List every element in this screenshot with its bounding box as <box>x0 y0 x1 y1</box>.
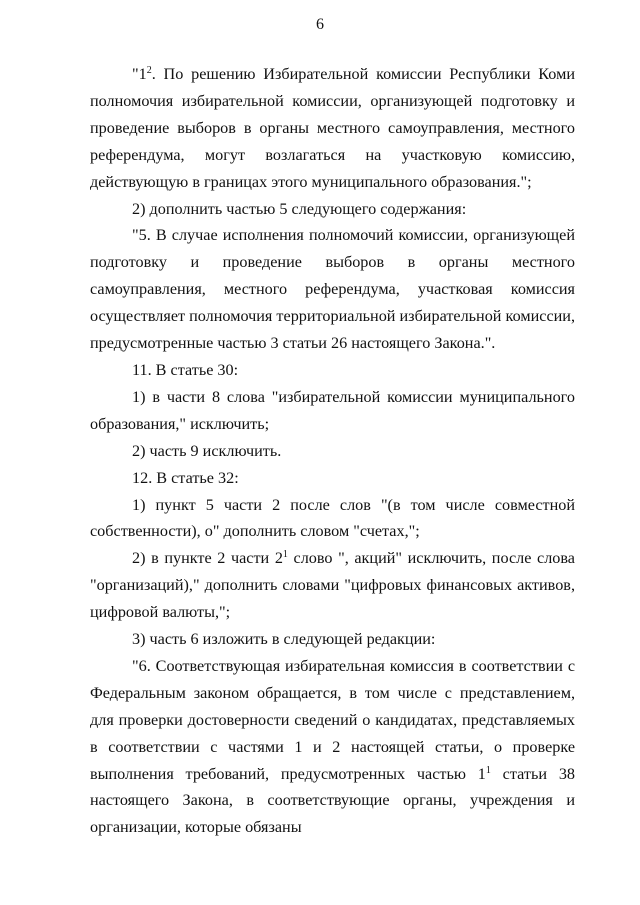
paragraph <box>90 357 575 384</box>
text-run: "6. Соответствующая избирательная комиссия в соответствии с Федеральным законом обращается, в том числе с представлением, для проверки достоверности сведений о кандидатах, представляемых в соответствии с частями 1 и 2 настоящей статьи, о проверке выполнения требований, предусмотренных частью 1 <box>90 656 575 783</box>
paragraph <box>90 545 575 626</box>
superscript: 1 <box>485 764 491 776</box>
text-run: статьи 38 настоящего Закона, в соответствующие органы, учреждения и организации, которые обязаны <box>90 764 576 837</box>
text-run: 2) дополнить частью 5 следующего содержания: <box>132 199 467 218</box>
paragraph <box>90 222 575 357</box>
superscript: 2 <box>146 65 152 76</box>
paragraph <box>90 438 575 465</box>
text-run: 11. В статье 30: <box>132 360 239 379</box>
text-run: 2) часть 9 исключить. <box>132 441 282 460</box>
text-run: . По решению Избирательной комиссии Республики Коми полномочия избирательной комиссии, организующей подготовку и проведение выборов в органы местного самоуправления, местного референдума, могут возлагаться на участковую комиссию, действующую в границах этого муниципального образования."; <box>90 65 575 191</box>
text-run: 12. В статье 32: <box>132 468 239 487</box>
paragraph <box>90 384 575 438</box>
superscript: 1 <box>282 549 288 561</box>
paragraph <box>90 492 575 546</box>
paragraph <box>90 653 575 841</box>
text-run: "1 <box>132 65 147 83</box>
text-run: 1) в части 8 слова "избирательной комиссии муниципального образования," исключить; <box>90 387 575 433</box>
document-body <box>90 61 575 841</box>
paragraph <box>90 61 575 196</box>
text-run: 2) в пункте 2 части 2 <box>132 549 283 568</box>
text-run: "5. В случае исполнения полномочий комиссии, организующей подготовку и проведение выборов в органы местного самоуправления, местного референдума, участковая комиссия осуществляет полномочия территориальной избирательной комиссии, предусмотренные частью 3 статьи 26 настоящего Закона.". <box>90 226 575 353</box>
page-number: 6 <box>316 16 324 33</box>
paragraph <box>90 465 575 492</box>
text-run: слово ", акций" исключить, после слова "организаций)," дополнить словами "цифровых финансовых активов, цифровой валюты,"; <box>90 549 575 622</box>
text-run: 3) часть 6 изложить в следующей редакции: <box>132 630 436 649</box>
paragraph <box>90 626 575 653</box>
text-run: 1) пункт 5 части 2 после слов "(в том числе совместной собственности), о" дополнить словом "счетах,"; <box>90 495 575 541</box>
paragraph <box>90 196 575 223</box>
